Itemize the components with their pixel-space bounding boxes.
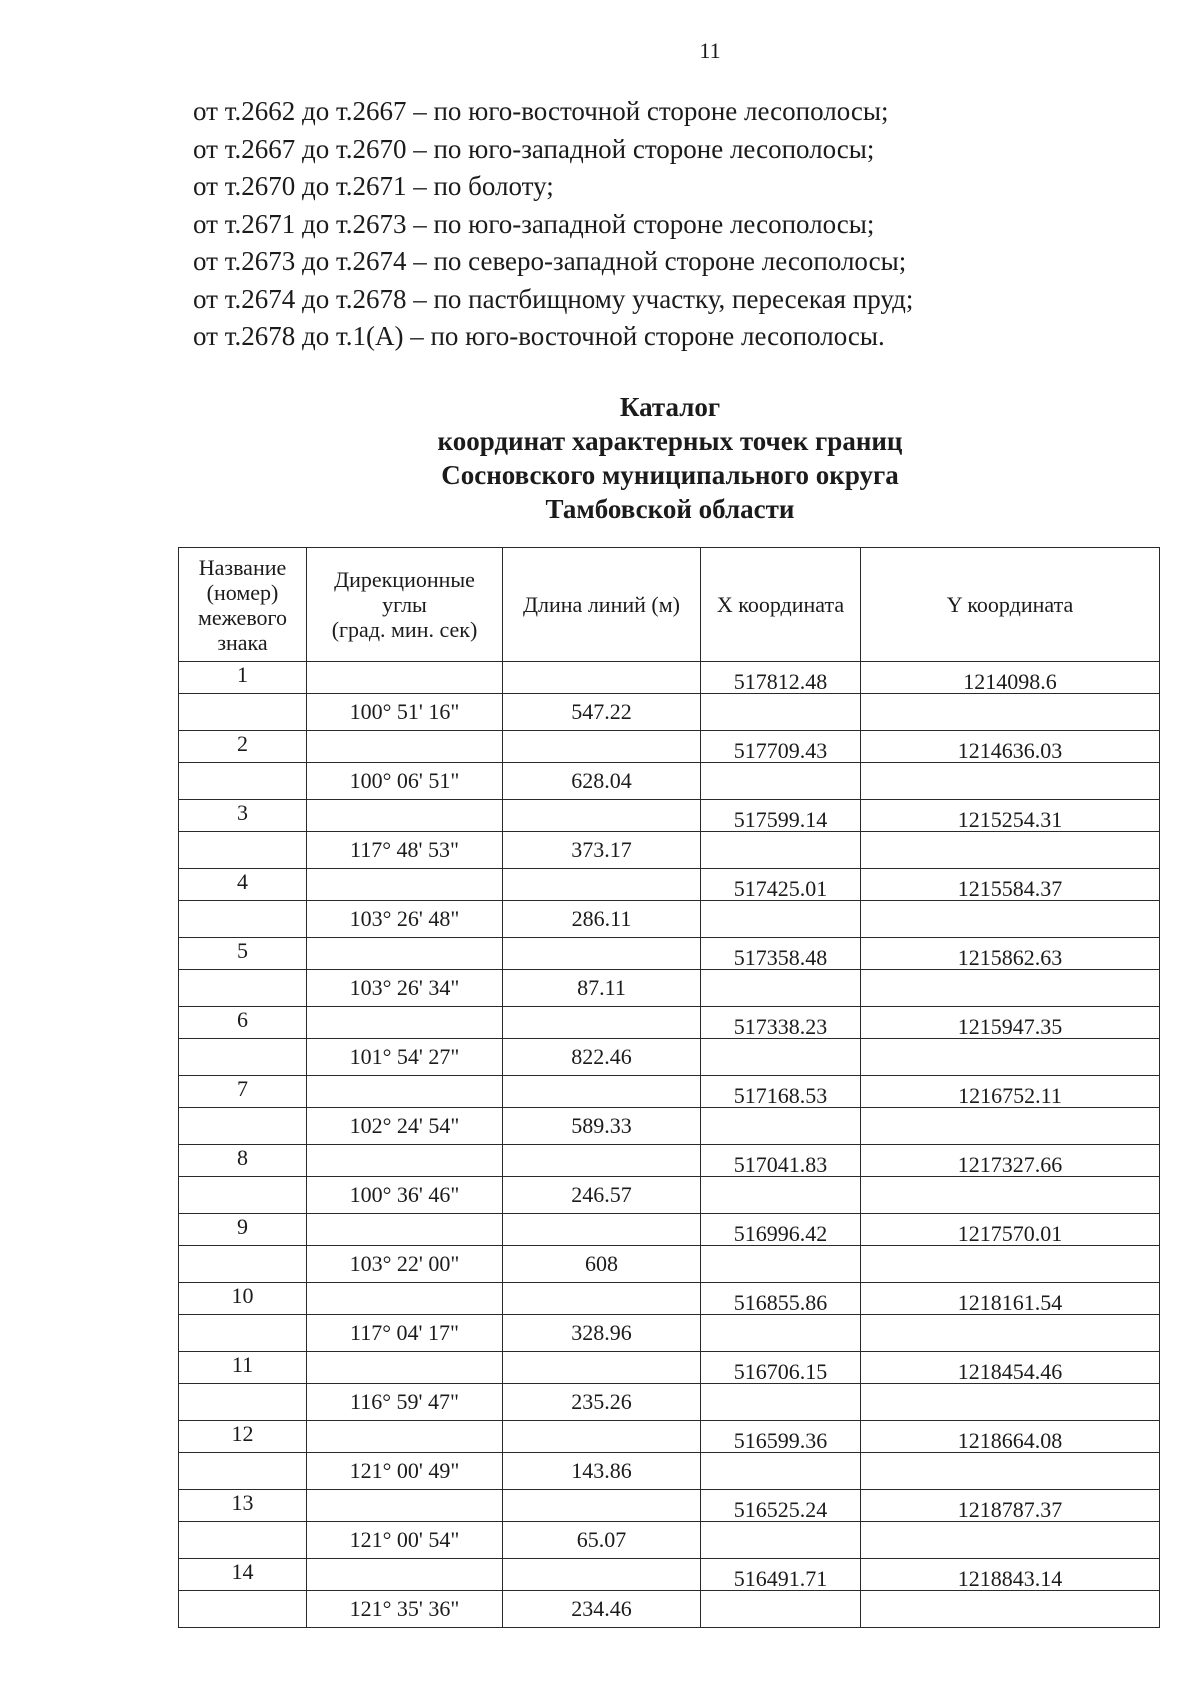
length-cell — [503, 869, 701, 901]
y-coordinate-cell: 1218843.14 — [861, 1559, 1160, 1591]
table-row — [179, 1315, 1160, 1352]
length-cell — [503, 731, 701, 763]
length-cell: 373.17 — [503, 832, 701, 869]
table-row — [179, 1384, 1160, 1421]
angle-cell: 100° 51' 16" — [307, 694, 503, 731]
point-number-cell: 5 — [179, 938, 307, 970]
length-cell: 608 — [503, 1246, 701, 1283]
table-body — [179, 662, 1160, 1628]
angle-cell: 103° 26' 48" — [307, 901, 503, 938]
length-cell — [503, 1559, 701, 1591]
angle-cell: 100° 36' 46" — [307, 1177, 503, 1214]
x-coordinate-cell — [701, 1591, 861, 1628]
length-cell — [503, 1283, 701, 1315]
angle-cell: 100° 06' 51" — [307, 763, 503, 800]
x-coordinate-cell: 517599.14 — [701, 800, 861, 832]
angle-cell — [307, 938, 503, 970]
table-row — [179, 662, 1160, 694]
boundary-line: от т.2670 до т.2671 – по болоту; — [193, 171, 554, 201]
x-coordinate-cell: 517812.48 — [701, 662, 861, 694]
point-number-cell — [179, 763, 307, 800]
angle-cell: 103° 22' 00" — [307, 1246, 503, 1283]
point-number-cell: 14 — [179, 1559, 307, 1591]
x-coordinate-cell: 517338.23 — [701, 1007, 861, 1039]
y-coordinate-cell: 1215947.35 — [861, 1007, 1160, 1039]
boundary-line: от т.2667 до т.2670 – по юго-западной стороне лесополосы; — [193, 133, 875, 164]
header-marker-name: Название (номер) межевого знака — [179, 548, 307, 662]
angle-cell — [307, 662, 503, 694]
table-row — [179, 1522, 1160, 1559]
length-cell: 235.26 — [503, 1384, 701, 1421]
angle-cell — [307, 1283, 503, 1315]
point-number-cell — [179, 1108, 307, 1145]
angle-cell: 121° 35' 36" — [307, 1591, 503, 1628]
angle-cell: 121° 00' 54" — [307, 1522, 503, 1559]
boundary-line: от т.2673 до т.2674 – по северо-западной стороне лесополосы; — [193, 246, 907, 276]
table-row — [179, 970, 1160, 1007]
table-row — [179, 1453, 1160, 1490]
header-y-coordinate: Y координата — [861, 548, 1160, 662]
x-coordinate-cell — [701, 1108, 861, 1145]
point-number-cell — [179, 1522, 307, 1559]
point-number-cell: 13 — [179, 1490, 307, 1522]
x-coordinate-cell: 516996.42 — [701, 1214, 861, 1246]
x-coordinate-cell: 516706.15 — [701, 1352, 861, 1384]
boundary-line: от т.2671 до т.2673 – по юго-западной стороне лесополосы; — [193, 208, 875, 239]
point-number-cell: 3 — [179, 800, 307, 832]
y-coordinate-cell — [861, 1522, 1160, 1559]
y-coordinate-cell — [861, 1384, 1160, 1421]
table-row — [179, 731, 1160, 763]
x-coordinate-cell — [701, 970, 861, 1007]
y-coordinate-cell — [861, 1453, 1160, 1490]
point-number-cell — [179, 1384, 307, 1421]
angle-cell — [307, 1214, 503, 1246]
point-number-cell: 6 — [179, 1007, 307, 1039]
angle-cell: 102° 24' 54" — [307, 1108, 503, 1145]
y-coordinate-cell: 1218787.37 — [861, 1490, 1160, 1522]
table-row — [179, 1076, 1160, 1108]
point-number-cell: 12 — [179, 1421, 307, 1453]
x-coordinate-cell — [701, 901, 861, 938]
x-coordinate-cell — [701, 832, 861, 869]
y-coordinate-cell — [861, 901, 1160, 938]
table-row — [179, 1007, 1160, 1039]
length-cell: 286.11 — [503, 901, 701, 938]
x-coordinate-cell — [701, 1522, 861, 1559]
catalog-title — [420, 390, 920, 526]
length-cell — [503, 1007, 701, 1039]
point-number-cell — [179, 1039, 307, 1076]
x-coordinate-cell — [701, 1039, 861, 1076]
length-cell: 246.57 — [503, 1177, 701, 1214]
angle-cell: 101° 54' 27" — [307, 1039, 503, 1076]
length-cell — [503, 1076, 701, 1108]
x-coordinate-cell: 516855.86 — [701, 1283, 861, 1315]
x-coordinate-cell — [701, 1246, 861, 1283]
x-coordinate-cell — [701, 763, 861, 800]
angle-cell — [307, 800, 503, 832]
point-number-cell — [179, 832, 307, 869]
point-number-cell: 9 — [179, 1214, 307, 1246]
table-row — [179, 763, 1160, 800]
boundary-line: от т.2674 до т.2678 – по пастбищному участку, пересекая пруд; — [193, 283, 914, 314]
angle-cell: 103° 26' 34" — [307, 970, 503, 1007]
catalog-title-line: координат характерных точек границ — [437, 426, 903, 456]
x-coordinate-cell — [701, 1384, 861, 1421]
coordinates-table — [178, 547, 1160, 1628]
table-row — [179, 1421, 1160, 1453]
y-coordinate-cell: 1217570.01 — [861, 1214, 1160, 1246]
y-coordinate-cell: 1218664.08 — [861, 1421, 1160, 1453]
y-coordinate-cell — [861, 1177, 1160, 1214]
table-row — [179, 901, 1160, 938]
length-cell — [503, 938, 701, 970]
table-row — [179, 1145, 1160, 1177]
catalog-title-line: Тамбовской области — [545, 494, 795, 524]
angle-cell: 117° 04' 17" — [307, 1315, 503, 1352]
point-number-cell — [179, 970, 307, 1007]
angle-cell — [307, 1490, 503, 1522]
table-row — [179, 1039, 1160, 1076]
angle-cell — [307, 1145, 503, 1177]
table-row — [179, 1283, 1160, 1315]
point-number-cell — [179, 694, 307, 731]
y-coordinate-cell — [861, 832, 1160, 869]
table-row — [179, 1246, 1160, 1283]
y-coordinate-cell — [861, 1246, 1160, 1283]
table-row — [179, 1214, 1160, 1246]
boundary-line: от т.2662 до т.2667 – по юго-восточной стороне лесополосы; — [193, 96, 889, 126]
point-number-cell: 7 — [179, 1076, 307, 1108]
length-cell: 328.96 — [503, 1315, 701, 1352]
y-coordinate-cell: 1214636.03 — [861, 731, 1160, 763]
point-number-cell: 11 — [179, 1352, 307, 1384]
x-coordinate-cell: 517358.48 — [701, 938, 861, 970]
y-coordinate-cell: 1215254.31 — [861, 800, 1160, 832]
point-number-cell — [179, 1246, 307, 1283]
length-cell — [503, 1145, 701, 1177]
y-coordinate-cell — [861, 694, 1160, 731]
angle-cell: 116° 59' 47" — [307, 1384, 503, 1421]
y-coordinate-cell: 1218161.54 — [861, 1283, 1160, 1315]
y-coordinate-cell: 1215584.37 — [861, 869, 1160, 901]
point-number-cell: 2 — [179, 731, 307, 763]
y-coordinate-cell: 1217327.66 — [861, 1145, 1160, 1177]
point-number-cell — [179, 1453, 307, 1490]
y-coordinate-cell: 1216752.11 — [861, 1076, 1160, 1108]
header-directional-angles: Дирекционные углы (град. мин. сек) — [307, 548, 503, 662]
angle-cell — [307, 1559, 503, 1591]
point-number-cell — [179, 901, 307, 938]
catalog-title-line: Сосновского муниципального округа — [441, 460, 899, 490]
x-coordinate-cell: 517425.01 — [701, 869, 861, 901]
table-row — [179, 1108, 1160, 1145]
length-cell — [503, 662, 701, 694]
x-coordinate-cell: 517168.53 — [701, 1076, 861, 1108]
table-row — [179, 869, 1160, 901]
y-coordinate-cell: 1215862.63 — [861, 938, 1160, 970]
x-coordinate-cell: 516599.36 — [701, 1421, 861, 1453]
x-coordinate-cell — [701, 694, 861, 731]
length-cell: 628.04 — [503, 763, 701, 800]
length-cell: 234.46 — [503, 1591, 701, 1628]
length-cell: 589.33 — [503, 1108, 701, 1145]
angle-cell — [307, 1076, 503, 1108]
length-cell: 87.11 — [503, 970, 701, 1007]
y-coordinate-cell — [861, 1315, 1160, 1352]
catalog-title-line: Каталог — [619, 392, 721, 422]
page-number: 11 — [699, 38, 721, 63]
angle-cell — [307, 731, 503, 763]
angle-cell — [307, 1352, 503, 1384]
length-cell — [503, 1214, 701, 1246]
angle-cell: 117° 48' 53" — [307, 832, 503, 869]
table-row — [179, 1559, 1160, 1591]
x-coordinate-cell — [701, 1315, 861, 1352]
table-row — [179, 1591, 1160, 1628]
length-cell — [503, 1421, 701, 1453]
x-coordinate-cell: 517709.43 — [701, 731, 861, 763]
table-row — [179, 938, 1160, 970]
length-cell — [503, 800, 701, 832]
table-row — [179, 694, 1160, 731]
point-number-cell: 4 — [179, 869, 307, 901]
y-coordinate-cell: 1214098.6 — [861, 662, 1160, 694]
y-coordinate-cell — [861, 1591, 1160, 1628]
angle-cell — [307, 1421, 503, 1453]
table-row — [179, 1352, 1160, 1384]
header-x-coordinate: X координата — [701, 548, 861, 662]
length-cell: 822.46 — [503, 1039, 701, 1076]
length-cell: 143.86 — [503, 1453, 701, 1490]
length-cell: 547.22 — [503, 694, 701, 731]
point-number-cell: 10 — [179, 1283, 307, 1315]
boundary-line: от т.2678 до т.1(А) – по юго-восточной стороне лесополосы. — [193, 321, 885, 351]
y-coordinate-cell — [861, 970, 1160, 1007]
point-number-cell — [179, 1177, 307, 1214]
x-coordinate-cell — [701, 1177, 861, 1214]
table-row — [179, 832, 1160, 869]
y-coordinate-cell: 1218454.46 — [861, 1352, 1160, 1384]
x-coordinate-cell: 517041.83 — [701, 1145, 861, 1177]
length-cell — [503, 1490, 701, 1522]
y-coordinate-cell — [861, 763, 1160, 800]
length-cell: 65.07 — [503, 1522, 701, 1559]
table-row — [179, 1490, 1160, 1522]
point-number-cell — [179, 1315, 307, 1352]
x-coordinate-cell: 516525.24 — [701, 1490, 861, 1522]
x-coordinate-cell: 516491.71 — [701, 1559, 861, 1591]
y-coordinate-cell — [861, 1039, 1160, 1076]
length-cell — [503, 1352, 701, 1384]
angle-cell: 121° 00' 49" — [307, 1453, 503, 1490]
table-header-row — [179, 548, 1160, 662]
angle-cell — [307, 1007, 503, 1039]
point-number-cell — [179, 1591, 307, 1628]
header-line-length: Длина линий (м) — [503, 548, 701, 662]
point-number-cell: 1 — [179, 662, 307, 694]
table-row — [179, 1177, 1160, 1214]
table-row — [179, 800, 1160, 832]
y-coordinate-cell — [861, 1108, 1160, 1145]
x-coordinate-cell — [701, 1453, 861, 1490]
angle-cell — [307, 869, 503, 901]
point-number-cell: 8 — [179, 1145, 307, 1177]
boundary-description-list — [193, 93, 913, 356]
